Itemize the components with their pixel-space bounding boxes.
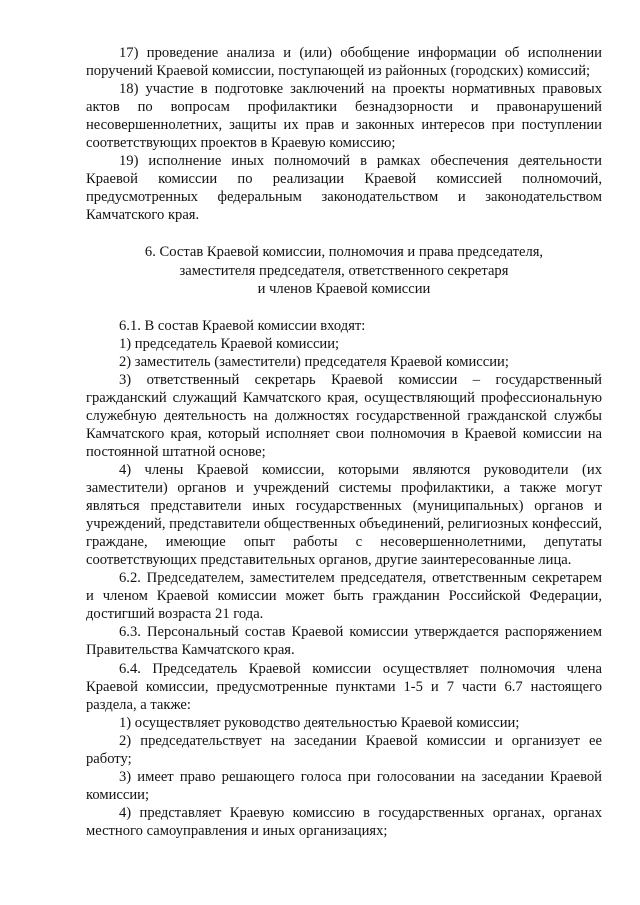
item-17-paragraph: 17) проведение анализа и (или) обобщение информации об исполнении поручений Краевой комиссии, поступающей из районных (городских) комиссий; bbox=[86, 45, 602, 80]
spacer bbox=[86, 224, 602, 243]
clause-6-4-item-4: 4) представляет Краевую комиссию в государственных органах, органах местного самоуправления и иных организациях; bbox=[86, 804, 602, 839]
clause-6-4-paragraph: 6.4. Председатель Краевой комиссии осуществляет полномочия члена Краевой комиссии, предусмотренные пунктами 1-5 и 7 части 6.7 настоящего раздела, а также: bbox=[86, 660, 602, 713]
clause-6-1-item-3: 3) ответственный секретарь Краевой комиссии – государственный гражданский служащий Камчатского края, осуществляющий профессиональную служебную деятельность на должностях государственной гражданской службы Камчатского края, который исполняет свои полномочия в Краевой комиссии на постоянной штатной основе; bbox=[86, 371, 602, 460]
clause-6-1-item-2: 2) заместитель (заместители) председателя Краевой комиссии; bbox=[119, 353, 509, 370]
clause-6-1-item-4: 4) члены Краевой комиссии, которыми являются руководители (их заместители) органов и учреждений системы профилактики, а также могут являться представители иных государственных (муниципальных) органов и учреждений, представители общественных объединений, религиозных конфессий, граждане, имеющие опыт работы с несовершеннолетними, депутаты соответствующих представительных органов, другие заинтересованные лица. bbox=[86, 461, 602, 569]
heading-line-3: и членов Краевой комиссии bbox=[257, 280, 431, 297]
document-page bbox=[86, 44, 602, 840]
spacer bbox=[86, 298, 602, 317]
clause-6-1-paragraph: 6.1. В состав Краевой комиссии входят: bbox=[119, 317, 366, 334]
heading-line-2: заместителя председателя, ответственного секретаря bbox=[179, 262, 509, 279]
clause-6-4-item-1: 1) осуществляет руководство деятельностью Краевой комиссии; bbox=[119, 714, 520, 731]
item-19-paragraph: 19) исполнение иных полномочий в рамках обеспечения деятельности Краевой комиссии по реализации Краевой комиссией полномочий, предусмотренных федеральным законодательством и законодательством Камчатского края. bbox=[86, 153, 602, 224]
clause-6-2-paragraph: 6.2. Председателем, заместителем председателя, ответственным секретарем и членом Краевой комиссии может быть гражданин Российской Федерации, достигший возраста 21 года. bbox=[86, 570, 602, 623]
section-6-heading bbox=[86, 243, 602, 297]
heading-line-1: 6. Состав Краевой комиссии, полномочия и права председателя, bbox=[144, 244, 544, 261]
clause-6-3-paragraph: 6.3. Персональный состав Краевой комиссии утверждается распоряжением Правительства Камчатского края. bbox=[86, 624, 602, 659]
clause-6-4-item-3: 3) имеет право решающего голоса при голосовании на заседании Краевой комиссии; bbox=[86, 768, 602, 803]
item-18-paragraph: 18) участие в подготовке заключений на проекты нормативных правовых актов по вопросам профилактики безнадзорности и правонарушений несовершеннолетних, защиты их прав и законных интересов при поступлении соответствующих проектов в Краевую комиссию; bbox=[86, 81, 602, 152]
clause-6-4-item-2: 2) председательствует на заседании Краевой комиссии и организует ее работу; bbox=[86, 732, 602, 767]
clause-6-1-item-1: 1) председатель Краевой комиссии; bbox=[119, 335, 340, 352]
